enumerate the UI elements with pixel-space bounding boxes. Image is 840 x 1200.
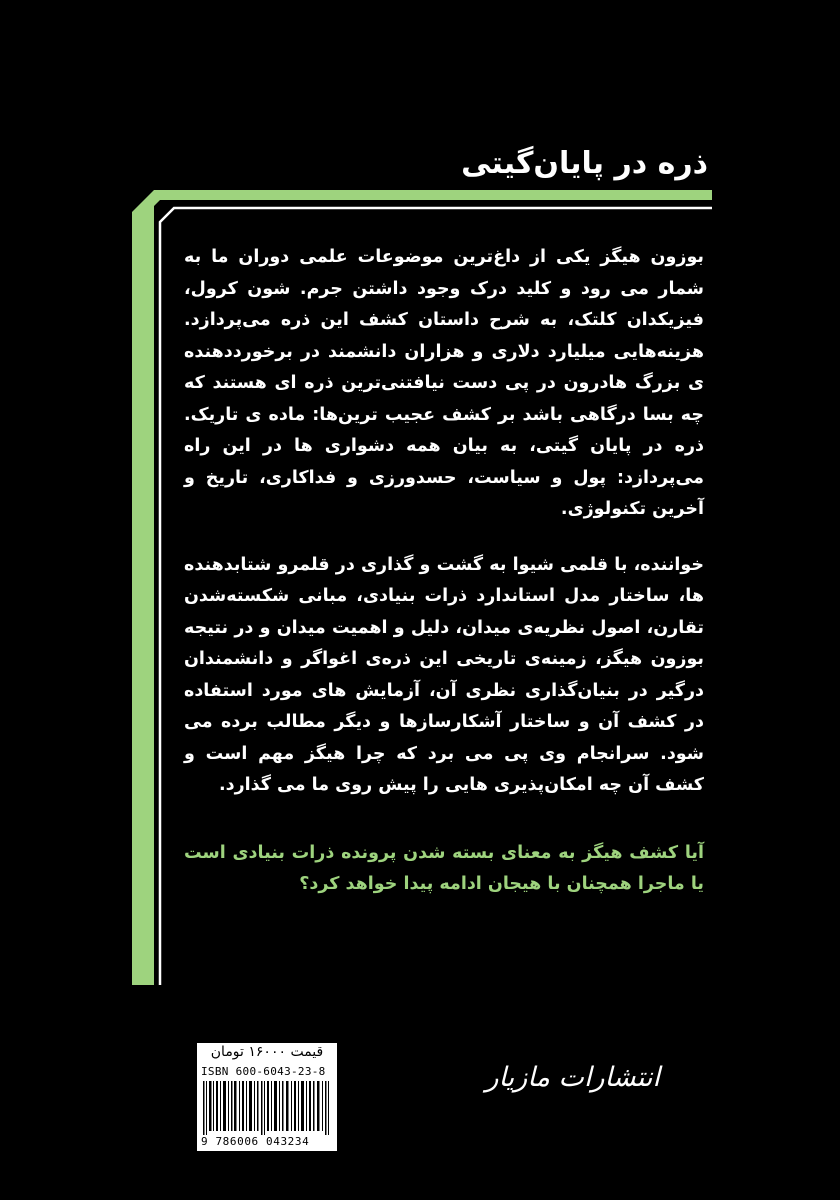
price-barcode-box bbox=[196, 1042, 338, 1152]
barcode-image bbox=[201, 1081, 333, 1135]
barcode-number: 9 786006 043234 bbox=[201, 1135, 310, 1148]
blurb bbox=[184, 242, 704, 925]
publisher-logo: انتشارات مازیار bbox=[485, 1062, 660, 1093]
isbn-label: ISBN 600-6043-23-8 bbox=[201, 1065, 326, 1078]
book-title: ذره در پایان‌گیتی bbox=[461, 146, 708, 181]
blurb-paragraph-2: خواننده، با قلمی شیوا به گشت و گذاری در قلمرو شتابدهنده ها، ساختار مدل استاندارد ذرات بنیادی، مبانی شکسته‌شدن تقارن، اصول نظریه‌ی میدان، دلیل و اهمیت میدان و در نتیجه بوزون هیگز، زمینه‌ی تاریخی این ذره‌ی اغواگر و دانشمندان درگیر در بنیان‌گذاری نظری آن، آزمایش های مورد استفاده در کشف آن و ساختار آشکارسازها و دیگر مطالب برده می شود. سرانجام وی پی می برد که چرا هیگز مهم است و کشف آن چه امکان‌پذیری هایی را پیش روی ما می گذارد. bbox=[184, 554, 704, 795]
blurb-question: آیا کشف هیگز به معنای بسته شدن پرونده ذرات بنیادی است یا ماجرا همچنان با هیجان ادامه پیدا خواهد کرد؟ bbox=[184, 842, 704, 894]
price-label: قیمت ۱۶۰۰۰ تومان bbox=[210, 1044, 324, 1060]
blurb-paragraph-1: بوزون هیگز یکی از داغ‌ترین موضوعات علمی دوران ما به شمار می رود و کلید درک وجود داشتن جرم. شون کرول، فیزیکدان کلتک، به شرح داستان کشف این ذره می‌پردازد. هزینه‌هایی میلیارد دلاری و هزاران دانشمند در برخورددهنده ی بزرگ هادرون در پی دست نیافتنی‌ترین ذره ای هستند که چه بسا درگاهی باشد بر کشف عجیب ترین‌ها: ماده ی تاریک. ذره در پایان گیتی، به بیان همه دشواری ها در این راه می‌پردازد: پول و سیاست، حسدورزی و فداکاری، تاریخ و آخرین تکنولوژی. bbox=[184, 247, 704, 519]
